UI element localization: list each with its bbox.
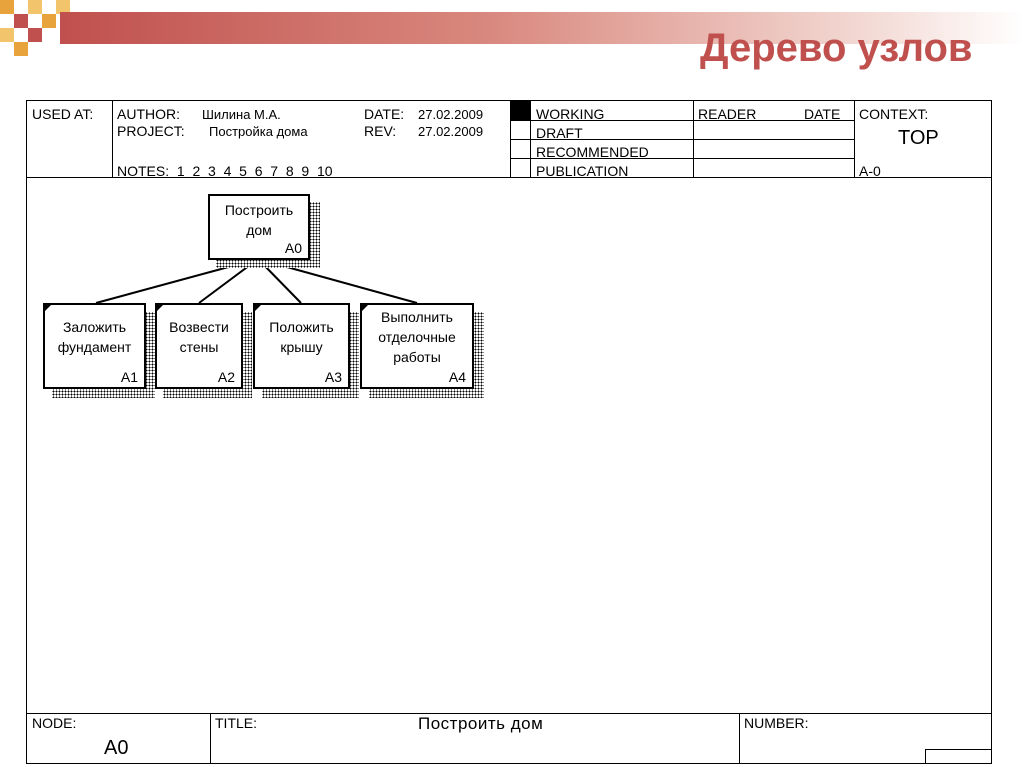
context-label: CONTEXT:	[859, 106, 929, 122]
slide-title: Дерево узлов	[700, 26, 973, 70]
node-a0-number: A0	[284, 240, 302, 256]
node-a1-label: Заложить фундамент	[57, 319, 132, 355]
context-node: A-0	[859, 163, 881, 179]
notes: NOTES: 1 2 3 4 5 6 7 8 9 10	[117, 163, 333, 179]
project-label: PROJECT:	[117, 123, 185, 139]
node-a3-label: Положить крышу	[269, 319, 334, 355]
node-a4-label: Выполнить отделочные работы	[378, 309, 456, 365]
status-publication: PUBLICATION	[536, 163, 629, 179]
node-a3-number: A3	[324, 369, 342, 385]
date-column-label: DATE	[804, 106, 841, 122]
status-draft: DRAFT	[536, 125, 583, 141]
rev-label: REV:	[364, 123, 397, 139]
author-label: AUTHOR:	[117, 106, 180, 122]
rev-value: 27.02.2009	[418, 124, 484, 139]
reader-label: READER	[698, 106, 757, 122]
node-a2-number: A2	[217, 369, 235, 385]
status-working: WORKING	[536, 106, 605, 122]
node-a4[interactable]	[360, 303, 474, 389]
node-a0[interactable]	[208, 194, 310, 260]
date-value: 27.02.2009	[418, 107, 484, 122]
date-label: DATE:	[364, 106, 405, 122]
tunnel-corner-icon	[44, 304, 52, 312]
number-label: NUMBER:	[744, 715, 809, 731]
node-a1-number: A1	[120, 369, 138, 385]
node-a1[interactable]	[43, 303, 146, 389]
project-value: Постройка дома	[209, 124, 308, 139]
title-label: TITLE:	[215, 715, 258, 731]
tunnel-corner-icon	[254, 304, 262, 312]
node-a4-number: A4	[448, 369, 466, 385]
node-a0-label: Построить дом	[224, 202, 294, 238]
author-value: Шилина М.А.	[202, 107, 281, 122]
node-a2[interactable]	[155, 303, 243, 389]
status-recommended: RECOMMENDED	[536, 144, 649, 160]
context-value: TOP	[898, 127, 939, 149]
tunnel-corner-icon	[156, 304, 164, 312]
node-value: A0	[104, 737, 129, 759]
node-a3[interactable]	[253, 303, 350, 389]
node-label: NODE:	[32, 715, 77, 731]
node-a2-label: Возвести стены	[169, 319, 229, 355]
used-at-label: USED AT:	[32, 106, 94, 122]
title-value: Построить дом	[418, 714, 544, 733]
